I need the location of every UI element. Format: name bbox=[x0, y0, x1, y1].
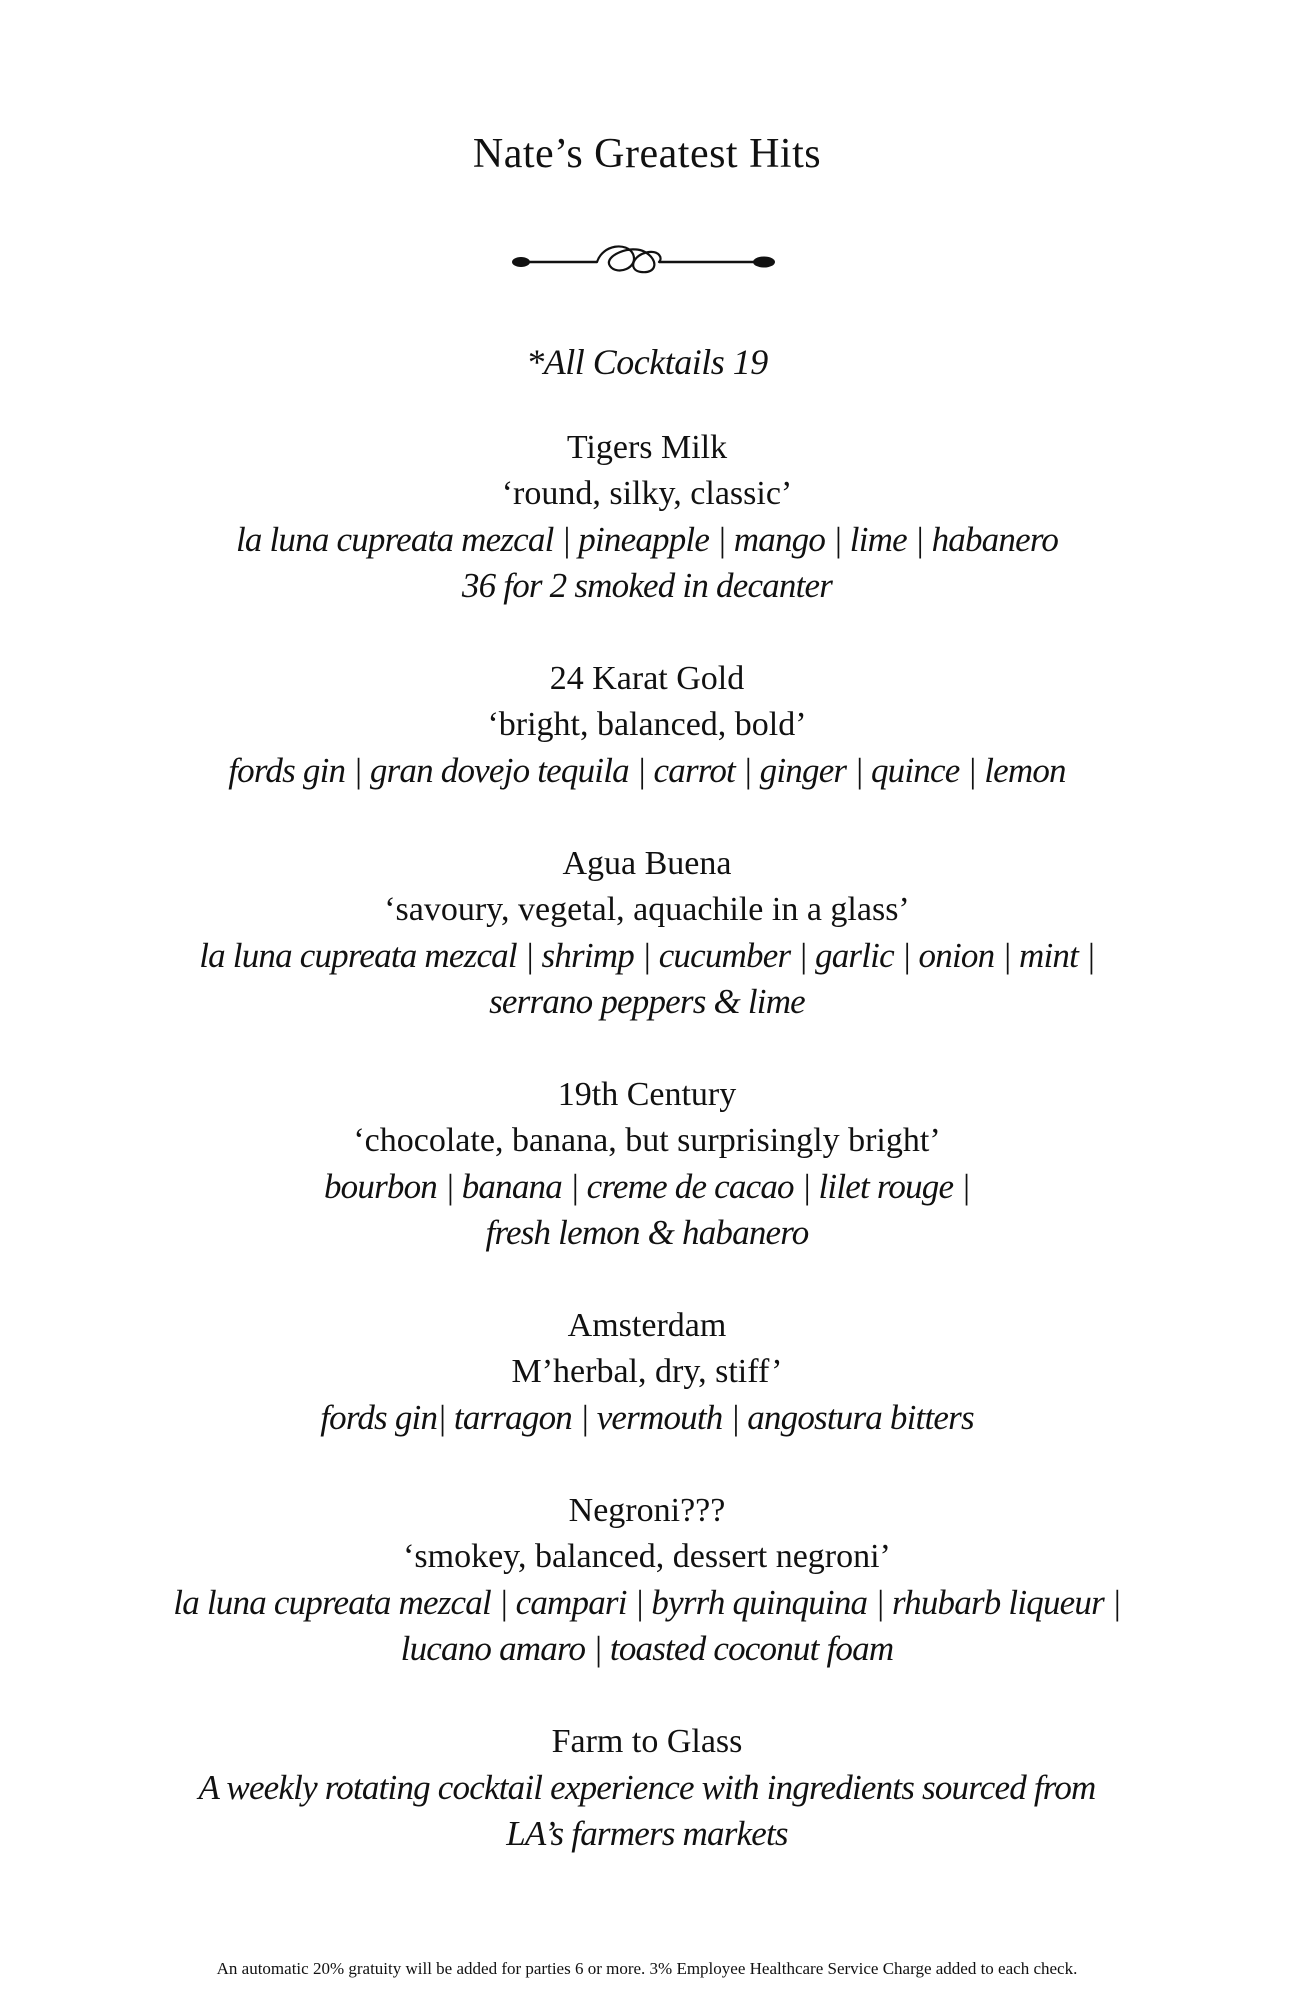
flourish-divider-icon bbox=[507, 232, 787, 292]
cocktail-tagline: ‘bright, balanced, bold’ bbox=[487, 706, 807, 743]
cocktail-ingredients: 36 for 2 smoked in decanter bbox=[461, 566, 833, 605]
cocktail-ingredients: bourbon | banana | creme de cacao | lilet rouge | bbox=[323, 1167, 970, 1206]
cocktail-name: Amsterdam bbox=[567, 1307, 727, 1344]
cocktail-name: 24 Karat Gold bbox=[549, 660, 745, 697]
cocktail-name: Negroni??? bbox=[568, 1492, 726, 1529]
cocktail-item bbox=[0, 656, 1294, 794]
cocktail-ingredients: LA’s farmers markets bbox=[506, 1814, 788, 1853]
cocktail-ingredients: lucano amaro | toasted coconut foam bbox=[400, 1629, 894, 1668]
cocktail-item bbox=[0, 1303, 1294, 1441]
cocktail-name: Farm to Glass bbox=[551, 1723, 743, 1760]
cocktail-name: 19th Century bbox=[557, 1076, 737, 1113]
cocktail-list bbox=[0, 425, 1294, 1904]
cocktail-tagline: ‘chocolate, banana, but surprisingly bright’ bbox=[353, 1122, 941, 1159]
cocktail-ingredients: la luna cupreata mezcal | campari | byrrh quinquina | rhubarb liqueur | bbox=[173, 1583, 1121, 1622]
cocktail-tagline: M’herbal, dry, stiff’ bbox=[511, 1353, 783, 1390]
cocktail-tagline: ‘round, silky, classic’ bbox=[501, 475, 793, 512]
cocktail-ingredients: fords gin| tarragon | vermouth | angostura bitters bbox=[320, 1398, 974, 1437]
cocktail-item bbox=[0, 425, 1294, 609]
cocktail-name: Agua Buena bbox=[562, 845, 732, 882]
cocktail-name: Tigers Milk bbox=[566, 429, 728, 466]
price-note: *All Cocktails 19 bbox=[526, 342, 768, 382]
cocktail-item bbox=[0, 841, 1294, 1025]
gratuity-footer: An automatic 20% gratuity will be added for parties 6 or more. 3% Employee Healthcare Service Charge added to each check. bbox=[216, 1959, 1078, 1978]
cocktail-ingredients: la luna cupreata mezcal | shrimp | cucumber | garlic | onion | mint | bbox=[199, 936, 1095, 975]
cocktail-ingredients: fresh lemon & habanero bbox=[485, 1213, 809, 1252]
cocktail-tagline: ‘smokey, balanced, dessert negroni’ bbox=[403, 1538, 891, 1575]
cocktail-tagline: ‘savoury, vegetal, aquachile in a glass’ bbox=[384, 891, 910, 928]
cocktail-ingredients: serrano peppers & lime bbox=[489, 982, 805, 1021]
cocktail-ingredients: fords gin | gran dovejo tequila | carrot | ginger | quince | lemon bbox=[228, 751, 1066, 790]
cocktail-item bbox=[0, 1072, 1294, 1256]
cocktail-item bbox=[0, 1719, 1294, 1857]
cocktail-ingredients: A weekly rotating cocktail experience with ingredients sourced from bbox=[198, 1768, 1096, 1807]
cocktail-ingredients: la luna cupreata mezcal | pineapple | mango | lime | habanero bbox=[235, 520, 1059, 559]
page-title: Nate’s Greatest Hits bbox=[472, 131, 822, 177]
cocktail-item bbox=[0, 1488, 1294, 1672]
